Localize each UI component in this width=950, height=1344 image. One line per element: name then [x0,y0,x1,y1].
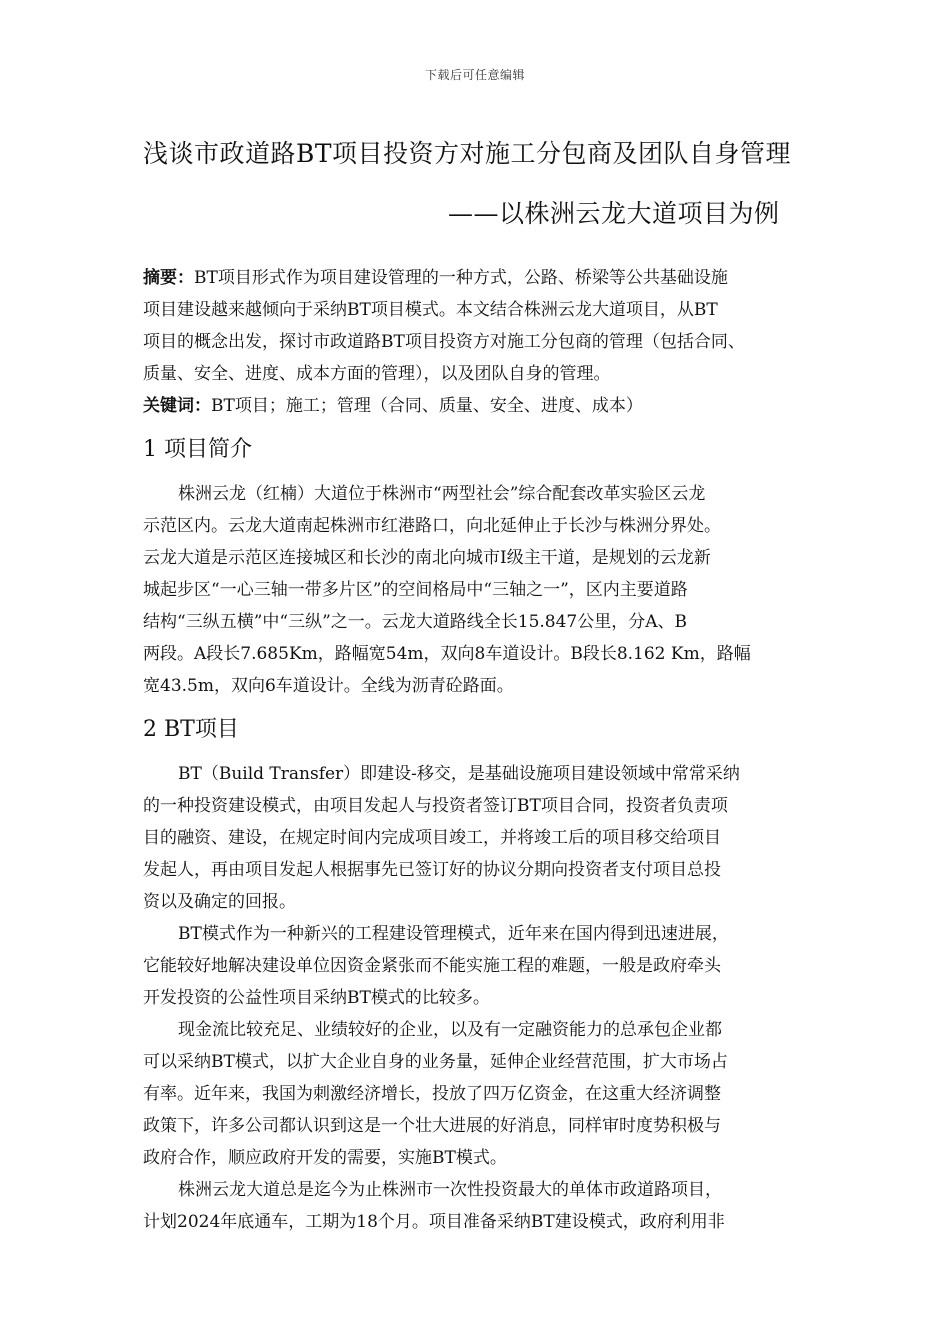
paragraph [143,1014,823,1174]
paragraph [143,1174,823,1238]
paragraph-line: 示范区内。云龙大道南起株洲市红港路口，向北延伸止于长沙与株洲分界处。 [143,516,721,536]
document-title: 浅谈市政道路BT项目投资方对施工分包商及团队自身管理 [143,139,792,168]
paragraph-line: 两段。A段长7.685Km，路幅宽54m，双向8车道设计。B段长8.162 Km，路幅 [143,644,751,664]
paragraph-line: 资以及确定的回报。 [143,892,296,912]
paragraph-line: 它能较好地解决建设单位因资金紧张而不能实施工程的难题，一般是政府牵头 [143,956,721,976]
document-subtitle: ——以株洲云龙大道项目为例 [448,199,780,228]
abstract-line: 项目建设越来越倾向于采纳BT项目模式。本文结合株洲云龙大道项目，从BT [143,300,718,320]
paragraph-line: 政府合作，顺应政府开发的需要，实施BT模式。 [143,1148,507,1168]
paragraph-line: 云龙大道是示范区连接城区和长沙的南北向城市Ⅰ级主干道，是规划的云龙新 [143,548,711,568]
paragraph [143,758,823,918]
document-body [143,262,823,1238]
abstract-label: 摘要： [143,268,194,288]
keywords [143,390,823,422]
paragraph-line: 株洲云龙大道总是迄今为止株洲市一次性投资最大的单体市政道路项目， [178,1180,722,1200]
paragraph-line: 城起步区“一心三轴一带多片区”的空间格局中“三轴之一”，区内主要道路 [143,580,688,600]
keywords-text: BT项目；施工；管理（合同、质量、安全、进度、成本） [211,396,643,416]
keywords-label: 关键词： [143,396,211,416]
abstract-line [143,262,823,294]
paragraph-line: 目的融资、建设，在规定时间内完成项目竣工，并将竣工后的项目移交给项目 [143,828,721,848]
paragraph [143,478,823,702]
paragraph-line: BT（Build Transfer）即建设-移交，是基础设施项目建设领域中常常采纳 [178,764,740,784]
paragraph-line: 宽43.5m，双向6车道设计。全线为沥青砼路面。 [143,676,514,696]
paragraph-line: 可以采纳BT模式，以扩大企业自身的业务量，延伸企业经营范围，扩大市场占 [143,1052,728,1072]
paragraph-line: 开发投资的公益性项目采纳BT模式的比较多。 [143,988,490,1008]
header-note: 下载后可任意编辑 [424,68,525,82]
abstract [143,262,823,390]
paragraph-line: 计划2024年底通车，工期为18个月。项目准备采纳BT建设模式，政府利用非 [143,1212,725,1232]
abstract-text: BT项目形式作为项目建设管理的一种方式，公路、桥梁等公共基础设施 [194,268,728,288]
abstract-line: 项目的概念出发，探讨市政道路BT项目投资方对施工分包商的管理（包括合同、 [143,332,745,352]
paragraph-line: 的一种投资建设模式，由项目发起人与投资者签订BT项目合同，投资者负责项 [143,796,728,816]
section-heading: 1 项目简介 [143,437,252,462]
paragraph-line: 发起人，再由项目发起人根据事先已签订好的协议分期向投资者支付项目总投 [143,860,721,880]
section-heading: 2 BT项目 [143,717,239,742]
paragraph-line: 有率。近年来，我国为刺激经济增长，投放了四万亿资金，在这重大经济调整 [143,1084,721,1104]
paragraph-line: 现金流比较充足、业绩较好的企业，以及有一定融资能力的总承包企业都 [178,1020,722,1040]
paragraph-line: 结构“三纵五横”中“三纵”之一。云龙大道路线全长15.847公里，分A、B [143,612,688,632]
paragraph [143,918,823,1014]
paragraph-line: 政策下，许多公司都认识到这是一个壮大进展的好消息，同样审时度势积极与 [143,1116,721,1136]
paragraph-line: BT模式作为一种新兴的工程建设管理模式，近年来在国内得到迅速进展， [178,924,729,944]
abstract-line: 质量、安全、进度、成本方面的管理），以及团队自身的管理。 [143,364,611,384]
paragraph-line: 株洲云龙（红楠）大道位于株洲市“两型社会”综合配套改革实验区云龙 [178,484,706,504]
